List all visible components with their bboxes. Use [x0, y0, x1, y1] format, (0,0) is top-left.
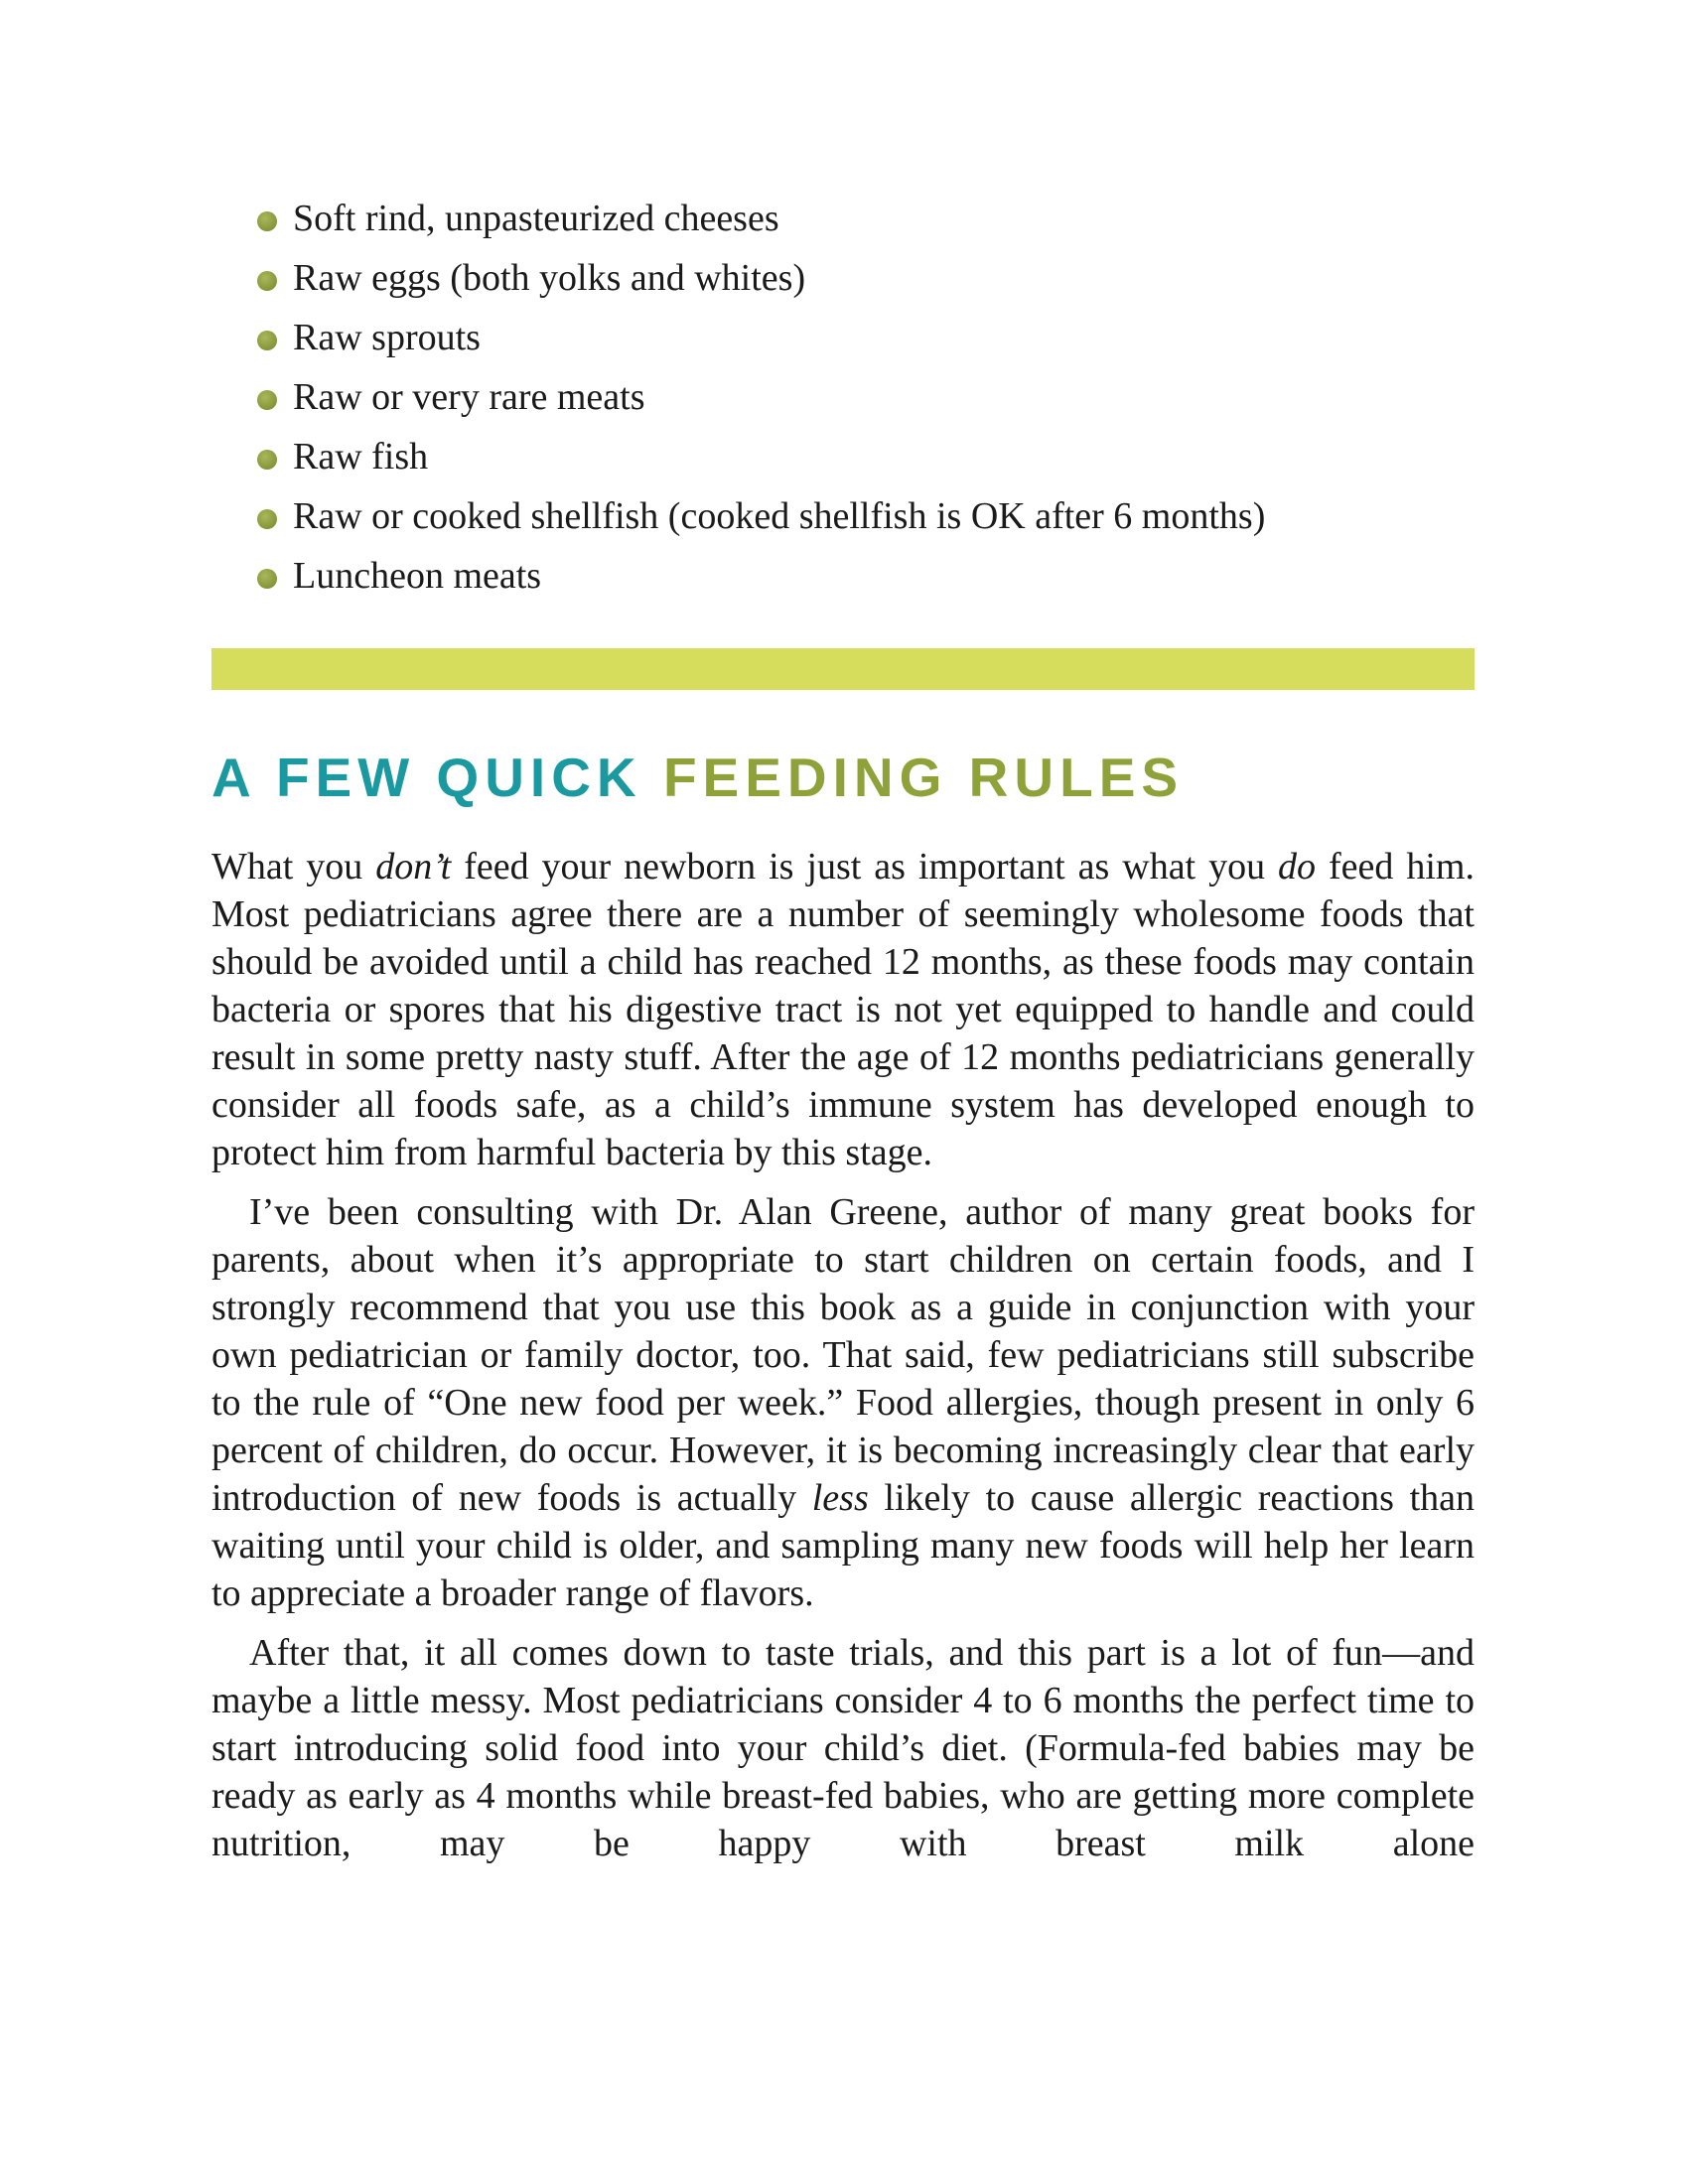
paragraph-2-text-a: I’ve been consulting with Dr. Alan Greene, author of many great books for parents, about when it’s appropriate to start children on certain foods, and I strongly recommend that you use this book as a guide in conjunction with your own pediatrician or family doctor, too. That said, few pediatricians still subscribe to the rule of “One new food per week.” Food allergies, though present in only 6 percent of children, do occur. However, it is becoming increasingly clear that early introduction of new foods is actually	[211, 1191, 1475, 1519]
paragraph-1	[211, 843, 1475, 1176]
list-item-text: Luncheon meats	[293, 555, 542, 597]
list-item	[257, 248, 1475, 308]
list-item-text: Raw eggs (both yolks and whites)	[293, 257, 806, 299]
paragraph-2	[211, 1188, 1475, 1617]
bullet-icon	[257, 390, 277, 410]
list-item	[257, 308, 1475, 367]
list-item-text: Raw or very rare meats	[293, 376, 645, 418]
list-item-text: Raw or cooked shellfish (cooked shellfish is OK after 6 months)	[293, 495, 1266, 537]
paragraph-1-emphasis-dont: don’t	[375, 846, 452, 887]
list-item-text: Raw fish	[293, 436, 429, 478]
body-text	[211, 843, 1475, 1867]
section-title-part2: FEEDING RULES	[662, 747, 1185, 808]
section-title-part1: A FEW QUICK	[211, 747, 642, 808]
paragraph-2-emphasis-less: less	[811, 1477, 869, 1519]
section-divider-bar	[211, 648, 1475, 690]
paragraph-1-text-e: feed him. Most pediatricians agree there are a number of seemingly wholesome foods that should be avoided until a child has reached 12 months, as these foods may contain bacteria or spores that his digestive tract is not yet equipped to handle and could result in some pretty nasty stuff. After the age of 12 months pediatricians generally consider all foods safe, as a child’s immune system has developed enough to protect him from harmful bacteria by this stage.	[211, 846, 1475, 1173]
list-item-text: Soft rind, unpasteurized cheeses	[293, 198, 779, 239]
list-item	[257, 427, 1475, 486]
list-item-text: Raw sprouts	[293, 317, 481, 358]
paragraph-3: After that, it all comes down to taste trials, and this part is a lot of fun—and maybe a little messy. Most pediatricians consider 4 to 6 months the perfect time to start introducing solid food into your child’s diet. (Formula-fed babies may be ready as early as 4 months while breast-fed babies, who are getting more complete nutrition, may be happy with breast milk alone	[211, 1632, 1475, 1864]
list-item	[257, 546, 1475, 606]
avoid-foods-list	[257, 189, 1475, 606]
bullet-icon	[257, 271, 277, 291]
section-title	[211, 746, 1475, 809]
paragraph-1-text-a: What you	[211, 846, 376, 887]
bullet-icon	[257, 211, 277, 231]
page-content	[211, 189, 1475, 1867]
paragraph-2-text-c: likely to cause allergic reactions than waiting until your child is older, and sampling many new foods will help her learn to appreciate a broader range of flavors.	[211, 1477, 1475, 1614]
list-item	[257, 367, 1475, 427]
bullet-icon	[257, 331, 277, 350]
list-item	[257, 189, 1475, 248]
bullet-icon	[257, 569, 277, 589]
bullet-icon	[257, 450, 277, 470]
list-item	[257, 486, 1475, 546]
bullet-icon	[257, 509, 277, 529]
paragraph-1-text-c: feed your newborn is just as important as what you	[451, 846, 1279, 887]
paragraph-1-emphasis-do: do	[1278, 846, 1317, 887]
